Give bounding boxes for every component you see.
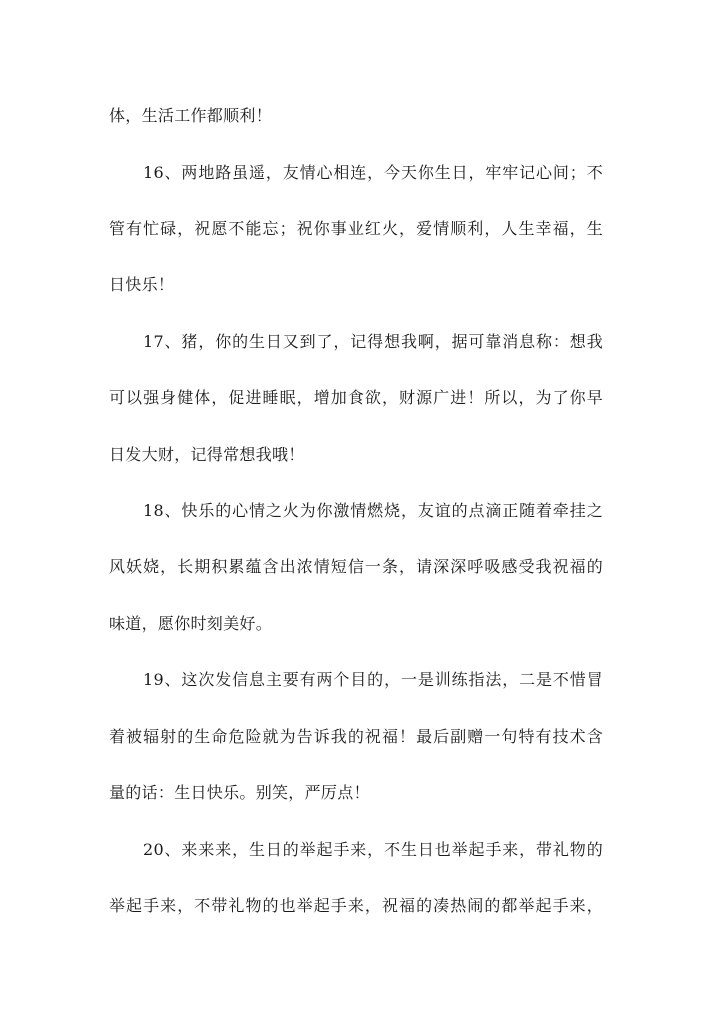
text-line: 味道，愿你时刻美好。 bbox=[109, 614, 273, 633]
text-line: 日发大财，记得常想我哦！ bbox=[109, 445, 305, 464]
text-line: 体，生活工作都顺利！ bbox=[109, 106, 273, 125]
paragraph-start-line: 17、猪，你的生日又到了，记得想我啊，据可靠消息称：想我 bbox=[143, 332, 603, 351]
text-line: 风妖娆，长期积累蕴含出浓情短信一条，请深深呼吸感受我祝福的 bbox=[109, 557, 603, 576]
paragraph-start-line: 19、这次发信息主要有两个目的，一是训练指法，二是不惜冒 bbox=[143, 670, 603, 689]
text-line: 日快乐！ bbox=[109, 275, 175, 294]
text-line: 可以强身健体，促进睡眠，增加食欲，财源广进！所以，为了你早 bbox=[109, 388, 603, 407]
paragraph-start-line: 16、两地路虽遥，友情心相连，今天你生日，牢牢记心间；不 bbox=[143, 163, 603, 182]
paragraph-start-line: 20、来来来，生日的举起手来，不生日也举起手来，带礼物的 bbox=[143, 840, 603, 859]
text-line: 着被辐射的生命危险就为告诉我的祝福！最后副赠一句特有技术含 bbox=[109, 727, 603, 746]
text-line: 量的话：生日快乐。别笑，严厉点！ bbox=[109, 783, 370, 802]
text-line: 举起手来，不带礼物的也举起手来，祝福的凑热闹的都举起手来， bbox=[109, 896, 603, 915]
paragraph-start-line: 18、快乐的心情之火为你激情燃烧，友谊的点滴正随着牵挂之 bbox=[143, 501, 603, 520]
text-line: 管有忙碌，祝愿不能忘；祝你事业红火，爱情顺利，人生幸福，生 bbox=[109, 219, 603, 238]
